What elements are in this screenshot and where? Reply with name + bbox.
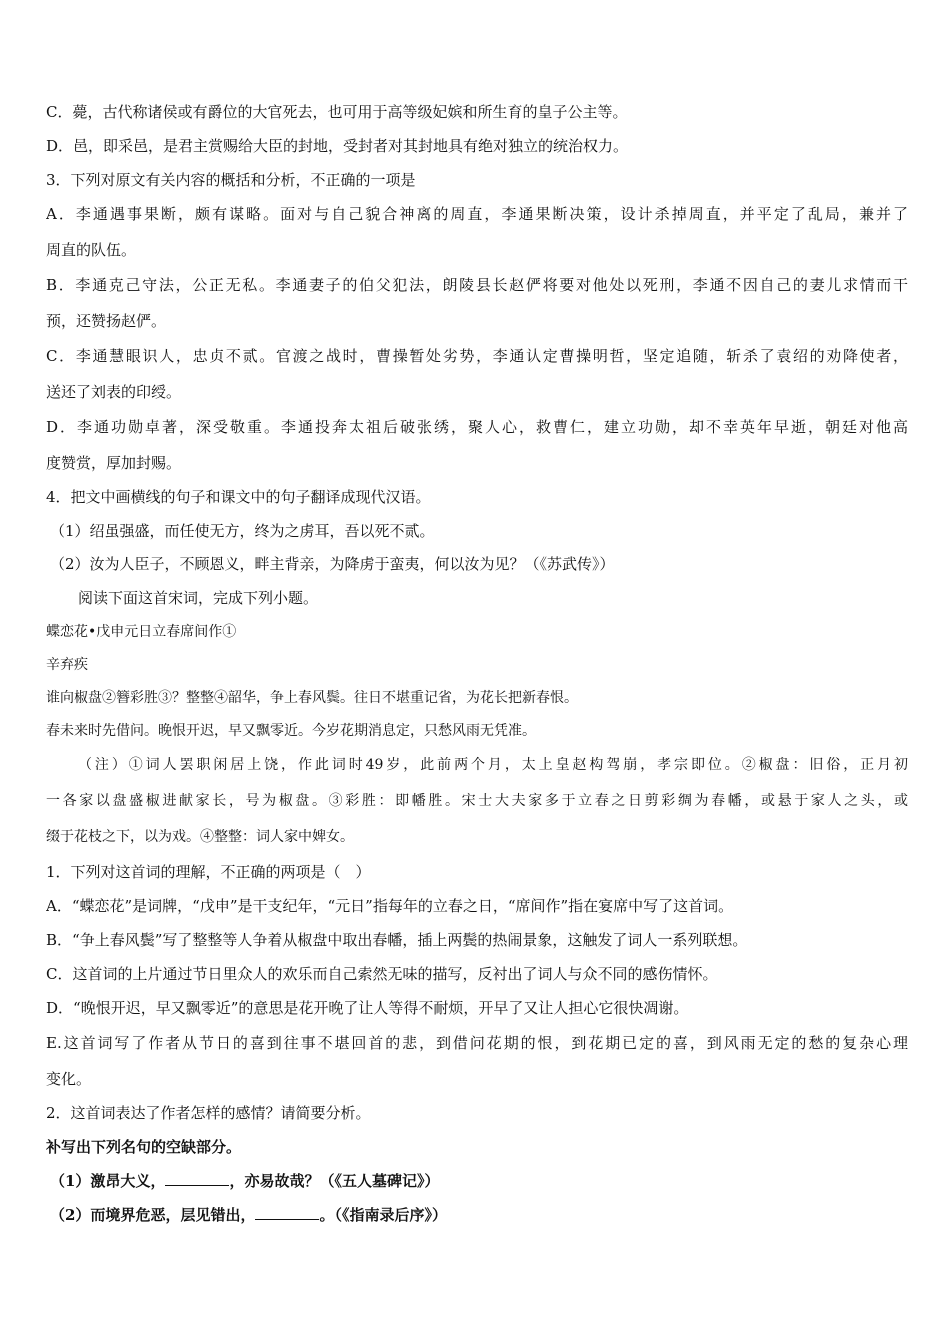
q4-item-2: （2）汝为人臣子，不顾恩义，畔主背亲，为降虏于蛮夷，何以汝为见？（《苏武传》） — [50, 555, 615, 573]
poem-note-line1: （注）①词人罢职闲居上饶，作此词时49岁，此前两个月，太上皇赵构驾崩，孝宗即位。②椒盘：旧俗，正月初 — [78, 757, 908, 773]
q3-option-c-line1: C．李通慧眼识人，忠贞不贰。官渡之战时，曹操暂处劣势，李通认定曹操明哲，坚定追随，斩杀了袁绍的劝降使者， — [46, 347, 908, 365]
option-c-line: C．薨，古代称诸侯或有爵位的大官死去，也可用于高等级妃嫔和所生育的皇子公主等。 — [46, 103, 628, 121]
poem-q1-option-a: A．“蝶恋花”是词牌，“戊申”是干支纪年，“元日”指每年的立春之日，“席间作”指在宴席中写了这首词。 — [46, 897, 734, 915]
q3-option-d-line1: D．李通功勋卓著，深受敬重。李通投奔太祖后破张绣，聚人心，救曹仁，建立功勋，却不幸英年早逝，朝廷对他高 — [46, 418, 908, 436]
poem-title: 蝶恋花•戊申元日立春席间作① — [46, 624, 237, 640]
fill-in-item-1-prefix: （1）激昂大义， — [50, 1172, 166, 1190]
poem-note-line3: 缀于花枝之下，以为戏。④整整：词人家中婢女。 — [46, 829, 354, 845]
question-4-stem: 4．把文中画横线的句子和课文中的句子翻译成现代汉语。 — [46, 488, 431, 506]
poem-note-line2: 一各家以盘盛椒进献家长，号为椒盘。③彩胜：即幡胜。宋士大夫家多于立春之日剪彩绸为春幡，或悬于家人之头，或 — [46, 793, 908, 809]
poem-q1-option-b: B．“争上春风鬓”写了整整等人争着从椒盘中取出春幡，插上两鬓的热闹景象，这触发了词人一系列联想。 — [46, 931, 748, 949]
q3-option-a-line2: 周直的队伍。 — [46, 241, 137, 259]
q3-option-c-line2: 送还了刘表的印绶。 — [46, 383, 182, 401]
fill-in-item-2 — [50, 1204, 912, 1226]
q3-option-d-line2: 度赞赏，厚加封赐。 — [46, 454, 182, 472]
q4-item-1: （1）绍虽强盛，而任使无方，终为之虏耳，吾以死不贰。 — [50, 522, 435, 540]
poem-q1-option-d: D．“晚恨开迟，早又飘零近”的意思是花开晚了让人等得不耐烦，开早了又让人担心它很快凋谢。 — [46, 999, 689, 1017]
poem-q1-option-e-line1: E.这首词写了作者从节日的喜到往事不堪回首的悲，到借问花期的恨，到花期已定的喜，到风雨无定的愁的复杂心理 — [46, 1034, 908, 1052]
poem-stanza-2: 春未来时先借问。晚恨开迟，早又飘零近。今岁花期消息定，只愁风雨无凭准。 — [46, 723, 536, 739]
poem-author: 辛弃疾 — [46, 657, 88, 673]
poem-q1-option-e-line2: 变化。 — [46, 1070, 92, 1088]
fill-in-heading: 补写出下列名句的空缺部分。 — [46, 1138, 242, 1156]
poem-q1-option-c: C．这首词的上片通过节日里众人的欢乐而自己索然无味的描写，反衬出了词人与众不同的感伤情怀。 — [46, 965, 718, 983]
answer-blank-1[interactable] — [165, 1171, 229, 1186]
fill-in-item-2-suffix: 。（《指南录后序》） — [319, 1206, 447, 1224]
fill-in-item-1-suffix: ，亦易故哉？（《五人墓碑记》） — [229, 1172, 440, 1190]
answer-blank-2[interactable] — [255, 1205, 319, 1220]
fill-in-item-2-prefix: （2）而境界危恶，层见错出， — [50, 1206, 256, 1224]
question-3-stem: 3．下列对原文有关内容的概括和分析，不正确的一项是 — [46, 171, 416, 189]
q3-option-b-line2: 预，还赞扬赵俨。 — [46, 312, 167, 330]
fill-in-item-1 — [50, 1170, 912, 1192]
poem-q2-stem: 2．这首词表达了作者怎样的感情？请简要分析。 — [46, 1104, 371, 1122]
option-d-line: D．邑，即采邑，是君主赏赐给大臣的封地，受封者对其封地具有绝对独立的统治权力。 — [46, 137, 629, 155]
poem-stanza-1: 谁向椒盘②簪彩胜③？整整④韶华，争上春风鬓。往日不堪重记省，为花长把新春恨。 — [46, 690, 578, 706]
poem-q1-stem: 1．下列对这首词的理解，不正确的两项是（ ） — [46, 863, 371, 881]
poem-intro: 阅读下面这首宋词，完成下列小题。 — [78, 589, 319, 607]
q3-option-b-line1: B．李通克己守法，公正无私。李通妻子的伯父犯法，朗陵县长赵俨将要对他处以死刑，李通不因自己的妻儿求情而干 — [46, 276, 908, 294]
q3-option-a-line1: A．李通遇事果断，颇有谋略。面对与自己貌合神离的周直，李通果断决策，设计杀掉周直，并平定了乱局，兼并了 — [46, 205, 908, 223]
